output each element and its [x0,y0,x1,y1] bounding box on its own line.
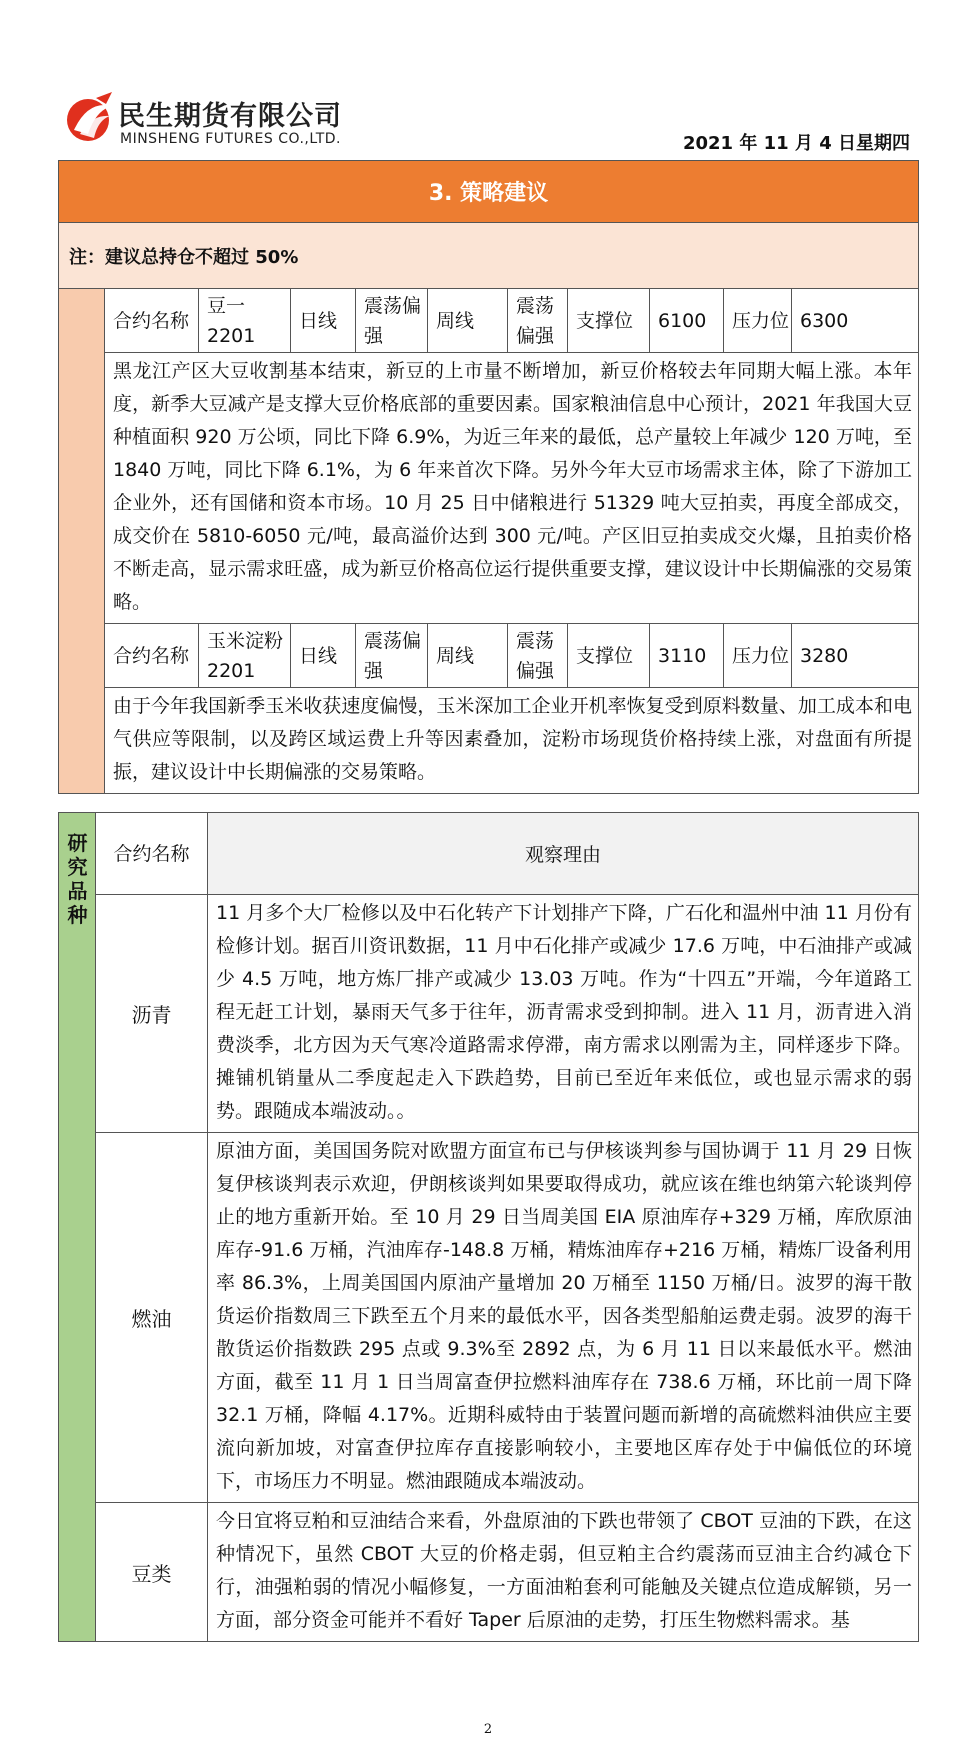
daily-trend: 震荡偏强 [356,624,428,687]
research-item-name: 豆类 [96,1503,208,1641]
resistance-level: 3280 [800,644,849,667]
contract-analysis: 由于今年我国新季玉米收获速度偏慢，玉米深加工企业开机率恢复受到原料数量、加工成本和电气供应等限制，以及跨区域运费上升等因素叠加，淀粉市场现货价格持续上涨，对盘面有所提振，建议设计中长期偏涨的交易策略。 [113,695,912,783]
research-table [58,812,919,1642]
label-weekly: 周线 [428,624,508,687]
research-item-text: 原油方面，美国国务院对欧盟方面宣布已与伊核谈判参与国协调于 11 月 29 日恢复伊核谈判表示欢迎，伊朗核谈判如果要取得成功，就应该在维也纳第六轮谈判停止的地方重新开始。至 10 月 29 日当周美国 EIA 原油库存+329 万桶，库欣原油库存-91.6 万桶，汽油库存-148.8 万桶，精炼油库存+216 万桶，精炼厂设备利用率 86.3%，上周美国国内原油产量增加 20 万桶至 1150 万桶/日。波罗的海干散货运价指数周三下跌至五个月来的最低水平，因各类型船舶运费走弱。波罗的海干散货运价指数跌 295 点或 9.3%至 2892 点，为 6 月 11 日以来最低水平。燃油方面，截至 11 月 1 日当周富查伊拉燃料油库存在 738.6 万桶，环比前一周下降 32.1 万桶，降幅 4.17%。近期科威特由于装置问题而新增的高硫燃料油供应主要流向新加坡，对富查伊拉库存直接影响较小，主要地区库存处于中偏低位的环境下，市场压力不明显。燃油跟随成本端波动。 [216,1140,912,1492]
strategy-note: 注：建议总持仓不超过 50% [59,223,918,289]
strategy-table [58,160,919,794]
label-support: 支撑位 [568,289,650,352]
research-side-column [59,813,96,1641]
header-contract-name: 合约名称 [96,813,208,894]
research-header-row [96,813,918,895]
report-date: 2021 年 11 月 4 日星期四 [682,133,910,154]
weekly-trend: 震荡偏强 [508,289,568,352]
research-row [96,1133,918,1503]
contract-analysis: 黑龙江产区大豆收割基本结束，新豆的上市量不断增加，新豆价格较去年同期大幅上涨。本年度，新季大豆减产是支撑大豆价格底部的重要因素。国家粮油信息中心预计，2021 年我国大豆种植面积 920 万公顷，同比下降 6.9%，为近三年来的最低，总产量较上年减少 120 万吨，至 1840 万吨，同比下降 6.1%，为 6 年来首次下降。另外今年大豆市场需求主体，除了下游加工企业外，还有国储和资本市场。10 月 25 日中储粮进行 51329 吨大豆拍卖，再度全部成交，成交价在 5810-6050 元/吨，最高溢价达到 300 元/吨。产区旧豆拍卖成交火爆，且拍卖价格不断走高，显示需求旺盛，成为新豆价格高位运行提供重要支撑，建议设计中长期偏涨的交易策略。 [105,353,918,624]
label-contract-name: 合约名称 [105,289,199,352]
label-support: 支撑位 [568,624,650,687]
resistance-level: 6300 [800,309,849,332]
contract-name: 豆一 2201 [199,289,291,352]
label-contract-name: 合约名称 [105,624,199,687]
label-resistance: 压力位 [724,289,792,352]
header-observation-reason: 观察理由 [208,813,918,894]
company-logo [66,90,366,152]
minsheng-logo-icon [66,90,118,150]
support-level: 6100 [650,289,724,352]
label-daily: 日线 [291,289,356,352]
label-resistance: 压力位 [724,624,792,687]
strategy-title: 3. 策略建议 [59,161,918,223]
research-row [96,895,918,1133]
contract-name: 玉米淀粉 2201 [199,624,291,687]
label-weekly: 周线 [428,289,508,352]
research-side-label: 研 究 品 种 [67,831,88,927]
company-name-en: MINSHENG FUTURES CO.,LTD. [120,131,342,147]
label-daily: 日线 [291,624,356,687]
contract-param-row [105,624,918,688]
research-item-name: 燃油 [96,1133,208,1502]
strategy-side-column [59,289,105,793]
research-item-text: 今日宜将豆粕和豆油结合来看，外盘原油的下跌也带领了 CBOT 豆油的下跌，在这种情况下，虽然 CBOT 大豆的价格走弱，但豆粕主合约震荡而豆油主合约减仓下行，油强粕弱的情况小幅修复，一方面油粕套利可能触及关键点位造成解锁，另一方面，部分资金可能并不看好 Taper 后原油的走势，打压生物燃料需求。基 [216,1510,912,1631]
support-level: 3110 [650,624,724,687]
page-number: 2 [483,1722,493,1737]
daily-trend: 震荡偏强 [356,289,428,352]
research-row [96,1503,918,1641]
contract-param-row [105,289,918,353]
weekly-trend: 震荡偏强 [508,624,568,687]
company-name-cn: 民生期货有限公司 [118,101,342,132]
research-item-text: 11 月多个大厂检修以及中石化转产下计划排产下降，广石化和温州中油 11 月份有检修计划。据百川资讯数据，11 月中石化排产或减少 17.6 万吨，中石油排产或减少 4.5 万吨，地方炼厂排产或减少 13.03 万吨。作为“十四五”开端，今年道路工程无赶工计划，暴雨天气多于往年，沥青需求受到抑制。进入 11 月，沥青进入消费淡季，北方因为天气寒冷道路需求停滞，南方需求以刚需为主，同样逐步下降。摊铺机销量从二季度起走入下跌趋势，目前已至近年来低位，或也显示需求的弱势。跟随成本端波动。。 [216,902,912,1122]
research-item-name: 沥青 [96,895,208,1132]
